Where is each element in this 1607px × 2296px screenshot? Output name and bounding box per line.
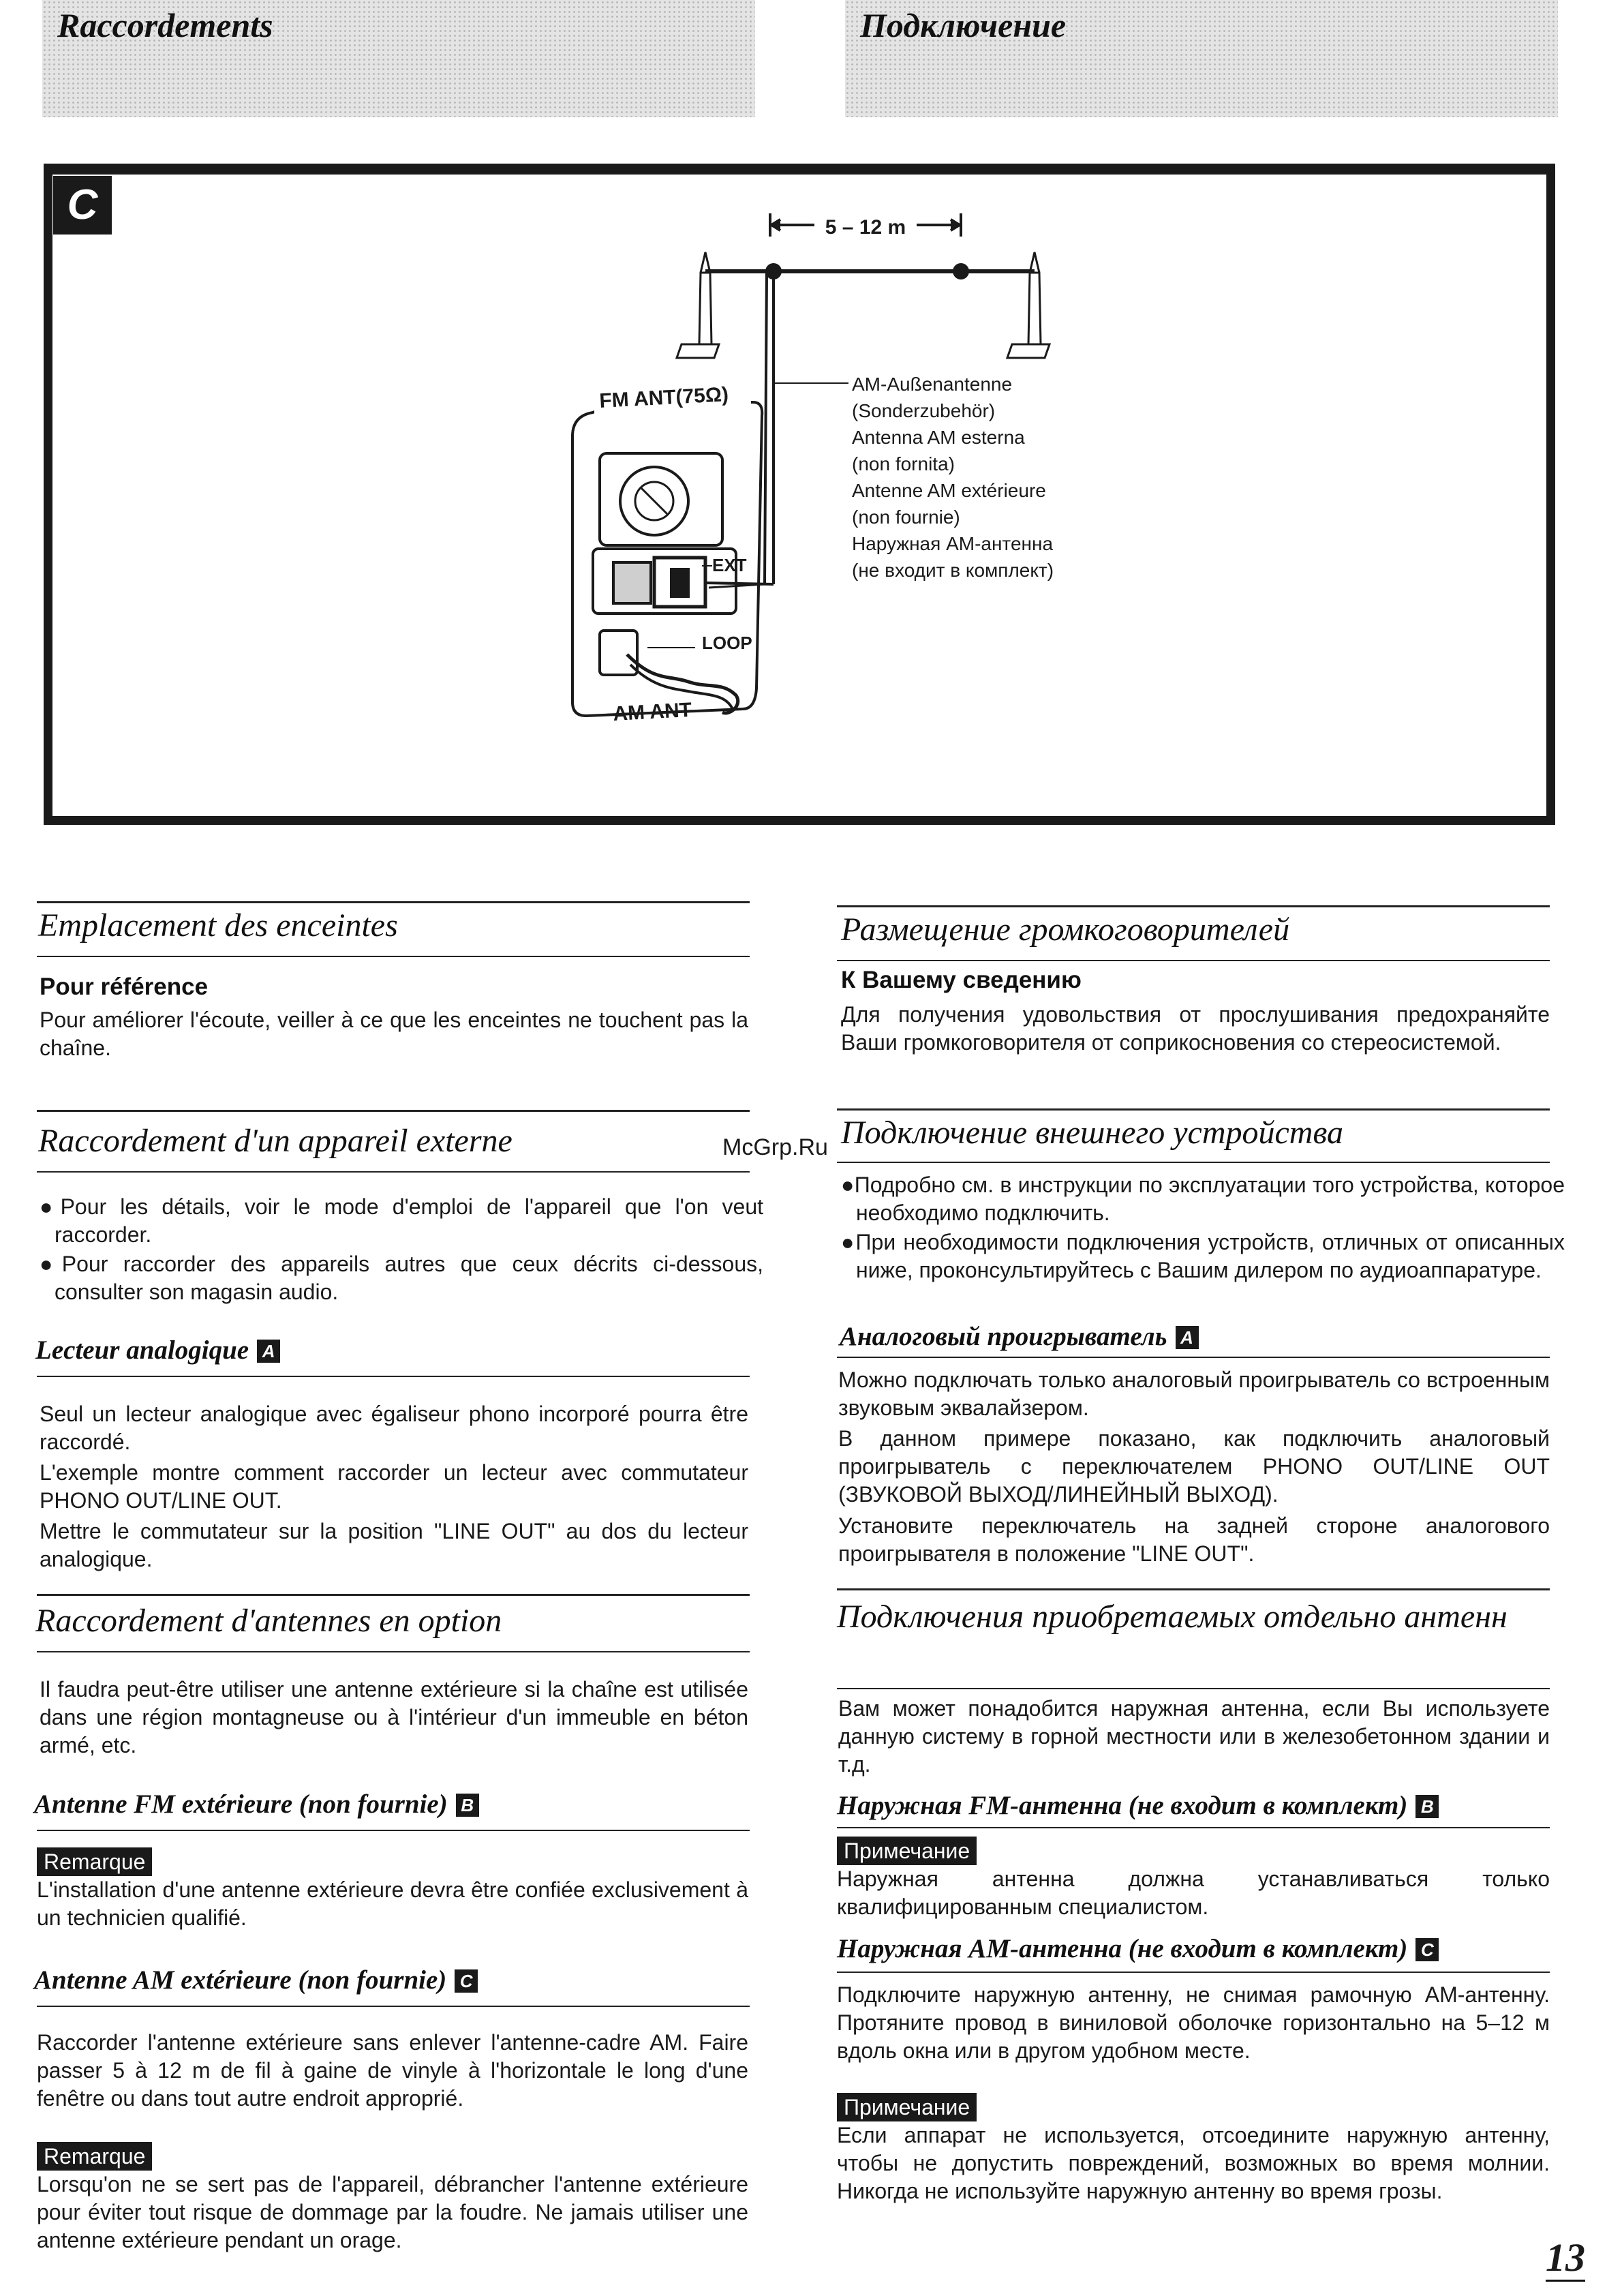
ru-external-bullet: ●При необходимости подключения устройств, отличных от описанных ниже, проконсультируйтесь с Вашим дилером по аудиоаппаратуре.: [841, 1230, 1565, 1282]
rule: [837, 905, 1550, 907]
fr-note-label: Remarque: [37, 1847, 152, 1876]
ru-antennas-text: Вам может понадобится наружная антенна, если Вы используете данную систему в горной местности или в железобетонном здании и т.д.: [838, 1696, 1550, 1777]
ru-note-label: Примечание: [837, 1837, 977, 1865]
ru-analog-text: Установите переключатель на задней стороне аналогового проигрывателя в положение "LINE OUT".: [838, 1513, 1550, 1566]
badge-c: C: [455, 1969, 478, 1993]
fr-fm-note-text: L'installation d'une antenne extérieure devra être confiée exclusivement à un technicien qualifié.: [37, 1877, 748, 1930]
caption-line: AM-Außenantenne: [852, 374, 1013, 395]
ru-section-external-title: Подключение внешнего устройства: [841, 1115, 1343, 1151]
ru-speakers-subhead: К Вашему сведению: [841, 967, 1082, 993]
loop-label: LOOP: [702, 633, 752, 653]
page-number: 13: [1546, 2236, 1585, 2282]
ru-am-note-text: Если аппарат не используется, отсоедините наружную антенну, чтобы не допустить повреждений, возможных во время молнии. Никогда не используйте наружную антенну во время грозы.: [837, 2123, 1550, 2203]
ru-note-label: Примечание: [837, 2093, 977, 2121]
fr-analog-text: L'exemple montre comment raccorder un lecteur avec commutateur PHONO OUT/LINE OUT.: [40, 1460, 748, 1513]
wire-node-right: [953, 263, 969, 280]
ru-analog-text: Можно подключать только аналоговый проигрыватель со встроенным звуковым эквалайзером.: [838, 1368, 1550, 1420]
rule: [837, 1972, 1550, 1973]
badge-b: B: [456, 1794, 479, 1817]
fr-external-bullet: ●Pour raccorder des appareils autres que ceux décrits ci-dessous, consulter son magasin audio.: [40, 1252, 763, 1304]
fr-antennas-text: Il faudra peut-être utiliser une antenne extérieure si la chaîne est utilisée dans une région montagneuse ou à l'intérieur d'un immeuble en béton armé, etc.: [40, 1677, 748, 1757]
rule: [837, 960, 1550, 961]
caption-line: (Sonderzubehör): [852, 400, 996, 421]
ru-section-antennas-title: Подключения приобретаемых отдельно антенн: [837, 1599, 1507, 1635]
badge-b: B: [1415, 1795, 1439, 1818]
ru-fm-note-text: Наружная антенна должна устанавливаться только квалифицированным специалистом.: [837, 1867, 1550, 1919]
wire-node-left: [765, 263, 782, 280]
fr-fm-subhead: Antenne FM extérieure (non fournie) B: [34, 1789, 479, 1819]
left-pole: [699, 273, 711, 344]
badge-c: C: [1415, 1938, 1439, 1961]
right-pole: [1028, 273, 1041, 344]
rule: [37, 1171, 750, 1173]
rule: [37, 1830, 750, 1831]
caption-line: (non fornita): [852, 453, 955, 474]
fr-speakers-text: Pour améliorer l'écoute, veiller à ce que les enceintes ne touchent pas la chaîne.: [40, 1008, 748, 1060]
loop-terminal: [600, 631, 637, 675]
rule: [37, 1110, 750, 1112]
fr-analog-text: Seul un lecteur analogique avec égaliseur phono incorporé pourra être raccordé.: [40, 1402, 748, 1454]
fr-am-text: Raccorder l'antenne extérieure sans enlever l'antenne-cadre AM. Faire passer 5 à 12 m de fil à gaine de vinyle à l'horizontale le long d'une fenêtre ou dans tout autre endroit approprié.: [37, 2030, 748, 2111]
rule: [837, 1162, 1550, 1163]
rule: [37, 1594, 750, 1596]
ru-analog-subhead: Аналоговый проигрыватель A: [840, 1321, 1199, 1352]
rule: [37, 901, 750, 903]
rule: [837, 1108, 1550, 1111]
am-ant-label: AM ANT: [612, 698, 692, 725]
header-right-title: Подключение: [860, 6, 1067, 44]
rule: [37, 1651, 750, 1652]
rule: [37, 1376, 750, 1377]
antenna-diagram: [0, 0, 1607, 832]
ext-label: EXT: [712, 555, 747, 575]
caption-line: Antenne AM extérieure: [852, 480, 1046, 501]
caption-line: (non fournie): [852, 507, 960, 528]
ru-speakers-text: Для получения удовольствия от прослушивания предохраняйте Ваши громкоговорителя от соприкосновения со стереосистемой.: [841, 1002, 1550, 1055]
fr-analog-subhead: Lecteur analogique A: [35, 1335, 280, 1365]
ru-am-subhead: Наружная АМ-антенна (не входит в комплект) C: [837, 1933, 1439, 1964]
badge-a: A: [257, 1340, 280, 1363]
fr-am-subhead: Antenne AM extérieure (non fournie) C: [34, 1965, 478, 1995]
ru-external-bullet: ●Подробно см. в инструкции по эксплуатации того устройства, которое необходимо подключить.: [841, 1173, 1565, 1225]
rule: [837, 1357, 1550, 1358]
header-left-title: Raccordements: [57, 6, 273, 44]
fr-am-note-text: Lorsqu'on ne se sert pas de l'appareil, débrancher l'antenne extérieure pour éviter tout risque de dommage par la foudre. Ne jamais utiliser une antenne extérieure pendant un orage.: [37, 2172, 748, 2252]
fr-section-speakers-title: Emplacement des enceintes: [38, 907, 398, 943]
rule: [37, 2006, 750, 2007]
fr-external-bullet: ●Pour les détails, voir le mode d'emploi de l'appareil que l'on veut raccorder.: [40, 1194, 763, 1247]
caption-line: Antenna AM esterna: [852, 427, 1025, 448]
figure-tag: C: [53, 176, 112, 235]
ru-analog-text: В данном примере показано, как подключить аналоговый проигрыватель с переключателем PHONO OUT/LINE OUT (ЗВУКОВОЙ ВЫХОД/ЛИНЕЙНЫЙ ВЫХОД).: [838, 1426, 1550, 1507]
watermark: McGrp.Ru: [722, 1134, 828, 1160]
fr-speakers-subhead: Pour référence: [40, 973, 209, 1000]
fr-note-label: Remarque: [37, 2142, 152, 2171]
rule: [37, 956, 750, 957]
rule: [837, 1827, 1550, 1828]
rule: [837, 1688, 1550, 1689]
rule: [837, 1588, 1550, 1590]
badge-a: A: [1176, 1326, 1199, 1349]
fr-analog-text: Mettre le commutateur sur la position "LINE OUT" au dos du lecteur analogique.: [40, 1519, 748, 1571]
distance-label: 5 – 12 m: [825, 216, 906, 239]
caption-line: (не входит в комплект): [852, 560, 1054, 581]
ru-am-text: Подключите наружную антенну, не снимая рамочную АМ-антенну. Протяните провод в виниловой оболочке горизонтально на 5–12 м вдоль окна или в другом удобном месте.: [837, 1982, 1550, 2063]
caption-line: Наружная АМ-антенна: [852, 533, 1054, 554]
fr-section-external-title: Raccordement d'un appareil externe: [38, 1123, 512, 1159]
fm-ant-label: FM ANT(75Ω): [598, 383, 729, 412]
fr-section-antennas-title: Raccordement d'antennes en option: [35, 1603, 502, 1639]
ru-fm-subhead: Наружная FM-антенна (не входит в комплект) B: [837, 1790, 1439, 1821]
ru-section-speakers-title: Размещение громкоговорителей: [841, 911, 1290, 948]
